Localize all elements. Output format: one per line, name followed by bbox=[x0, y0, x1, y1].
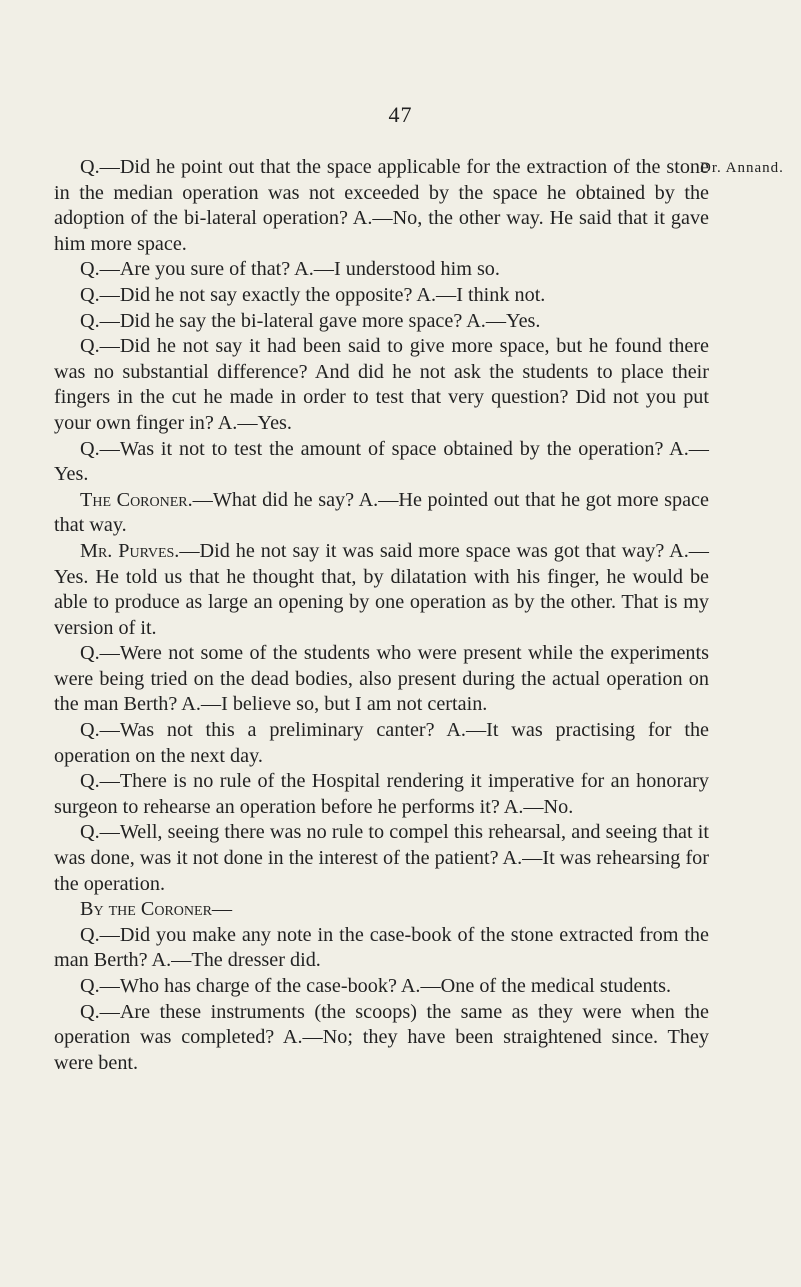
margin-note: Dr. Annand. bbox=[700, 160, 784, 176]
paragraph: Q.—Was not this a preliminary canter? A.—It was practising for the operation on the next day. bbox=[54, 719, 709, 767]
paragraph: Q.—Did he say the bi-lateral gave more space? A.—Yes. bbox=[80, 309, 541, 332]
paragraph: Q.—Did you make any note in the case-book of the stone extracted from the man Berth? A.—The dresser did. bbox=[54, 923, 709, 972]
paragraph: Q.—Well, seeing there was no rule to compel this rehearsal, and seeing that it was done, was it not done in the interest of the patient? A.—It was rehearsing for the operation. bbox=[54, 821, 709, 895]
paragraph: Q.—Did he not say it had been said to give more space, but he found there was no substantial difference? And did he not ask the students to place their fingers in the cut he made in order to test that very question? Did not you put your own finger in? A.—Yes. bbox=[54, 335, 709, 434]
speaker-name: Mr. Purves. bbox=[80, 539, 180, 562]
paragraph: Q.—Was it not to test the amount of space obtained by the operation? A.—Yes. bbox=[54, 437, 709, 486]
paragraph: Q.—Are you sure of that? A.—I understood him so. bbox=[80, 258, 500, 281]
paragraph: Q.—Were not some of the students who were present while the experiments were being tried on the dead bodies, also present during the actual operation on the man Berth? A.—I believe so, but I am not certain. bbox=[54, 642, 709, 716]
paragraph: Q.—Did he not say exactly the opposite? A.—I think not. bbox=[80, 283, 546, 306]
speaker-name: By the Coroner bbox=[80, 898, 212, 921]
paragraph: Mr. Purves.—Did he not say it was said more space was got that way? A.—Yes. He told us that he thought that, by dilatation with his finger, he would be able to produce as large an opening by one operation as by the other. That is my version of it. bbox=[54, 539, 709, 639]
paragraph: Q.—Did he point out that the space applicable for the extraction of the stone in the median operation was not exceeded by the space he obtained by the adoption of the bi-lateral operation? A.—No, the other way. He said that it gave him more space. bbox=[54, 156, 709, 255]
paragraph: The Coroner.—What did he say? A.—He pointed out that he got more space that way. bbox=[54, 488, 709, 537]
transcript-body bbox=[54, 155, 709, 1076]
speaker-name: The Coroner. bbox=[80, 488, 193, 511]
paragraph: Q.—There is no rule of the Hospital rendering it imperative for an honorary surgeon to rehearse an operation before he performs it? A.—No. bbox=[54, 770, 709, 818]
paragraph: By the Coroner— bbox=[80, 898, 233, 921]
page-number: 47 bbox=[388, 102, 413, 127]
paragraph: Q.—Are these instruments (the scoops) the same as they were when the operation was completed? A.—No; they have been straightened since. They were bent. bbox=[54, 1000, 709, 1074]
paragraph: Q.—Who has charge of the case-book? A.—One of the medical students. bbox=[80, 975, 672, 997]
